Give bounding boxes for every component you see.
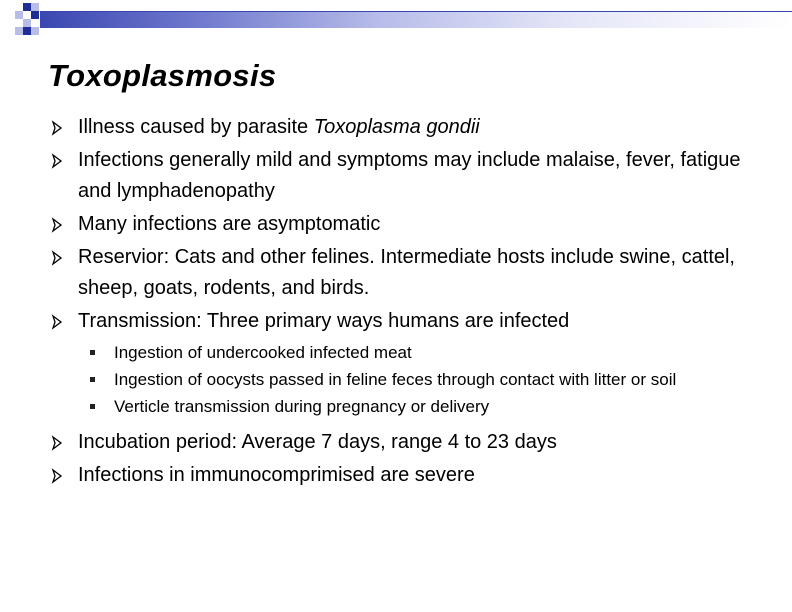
header-gradient-bar <box>40 11 792 28</box>
bullet-text: Infections generally mild and symptoms may include malaise, fever, fatigue and lymphadenopathy <box>78 149 741 202</box>
arrowhead-bullet-icon <box>50 242 64 274</box>
sub-bullet-list <box>48 341 768 419</box>
deco-square <box>23 3 31 11</box>
deco-square <box>31 27 39 35</box>
square-bullet-icon <box>90 404 95 409</box>
arrowhead-bullet-icon <box>50 306 64 338</box>
deco-square <box>23 19 31 27</box>
bullet-item <box>48 112 768 143</box>
bullet-text: Reservior: Cats and other felines. Intermediate hosts include swine, cattel, sheep, goats, rodents, and birds. <box>78 246 735 299</box>
square-bullet-icon <box>90 377 95 382</box>
bullet-item <box>48 306 768 337</box>
bullet-text: Illness caused by parasite <box>78 116 314 138</box>
bullet-item <box>48 242 768 304</box>
deco-square <box>31 3 39 11</box>
bullet-text: Incubation period: Average 7 days, range 4 to 23 days <box>78 431 557 453</box>
bullet-item <box>48 145 768 207</box>
sub-bullet-text: Verticle transmission during pregnancy or delivery <box>114 397 490 416</box>
bullet-text: Many infections are asymptomatic <box>78 213 381 235</box>
sub-bullet-item <box>48 368 768 392</box>
bullet-item <box>48 427 768 458</box>
arrowhead-bullet-icon <box>50 460 64 492</box>
deco-square <box>15 11 23 19</box>
bullet-text: Infections in immunocomprimised are severe <box>78 464 475 486</box>
bullet-item <box>48 209 768 240</box>
sub-bullet-item <box>48 341 768 365</box>
sub-bullet-text: Ingestion of oocysts passed in feline feces through contact with litter or soil <box>114 370 677 389</box>
sub-bullet-item <box>48 395 768 419</box>
slide-title: Toxoplasmosis <box>48 58 277 93</box>
sub-bullet-text: Ingestion of undercooked infected meat <box>114 343 412 362</box>
bullet-italic-text: Toxoplasma gondii <box>313 116 480 138</box>
arrowhead-bullet-icon <box>50 145 64 177</box>
arrowhead-bullet-icon <box>50 112 64 144</box>
bullet-list <box>48 112 768 491</box>
arrowhead-bullet-icon <box>50 209 64 241</box>
deco-square <box>31 11 39 19</box>
deco-square <box>15 27 23 35</box>
bullet-item <box>48 460 768 491</box>
deco-square <box>23 27 31 35</box>
bullet-text: Transmission: Three primary ways humans are infected <box>78 310 570 332</box>
arrowhead-bullet-icon <box>50 427 64 459</box>
square-bullet-icon <box>90 350 95 355</box>
